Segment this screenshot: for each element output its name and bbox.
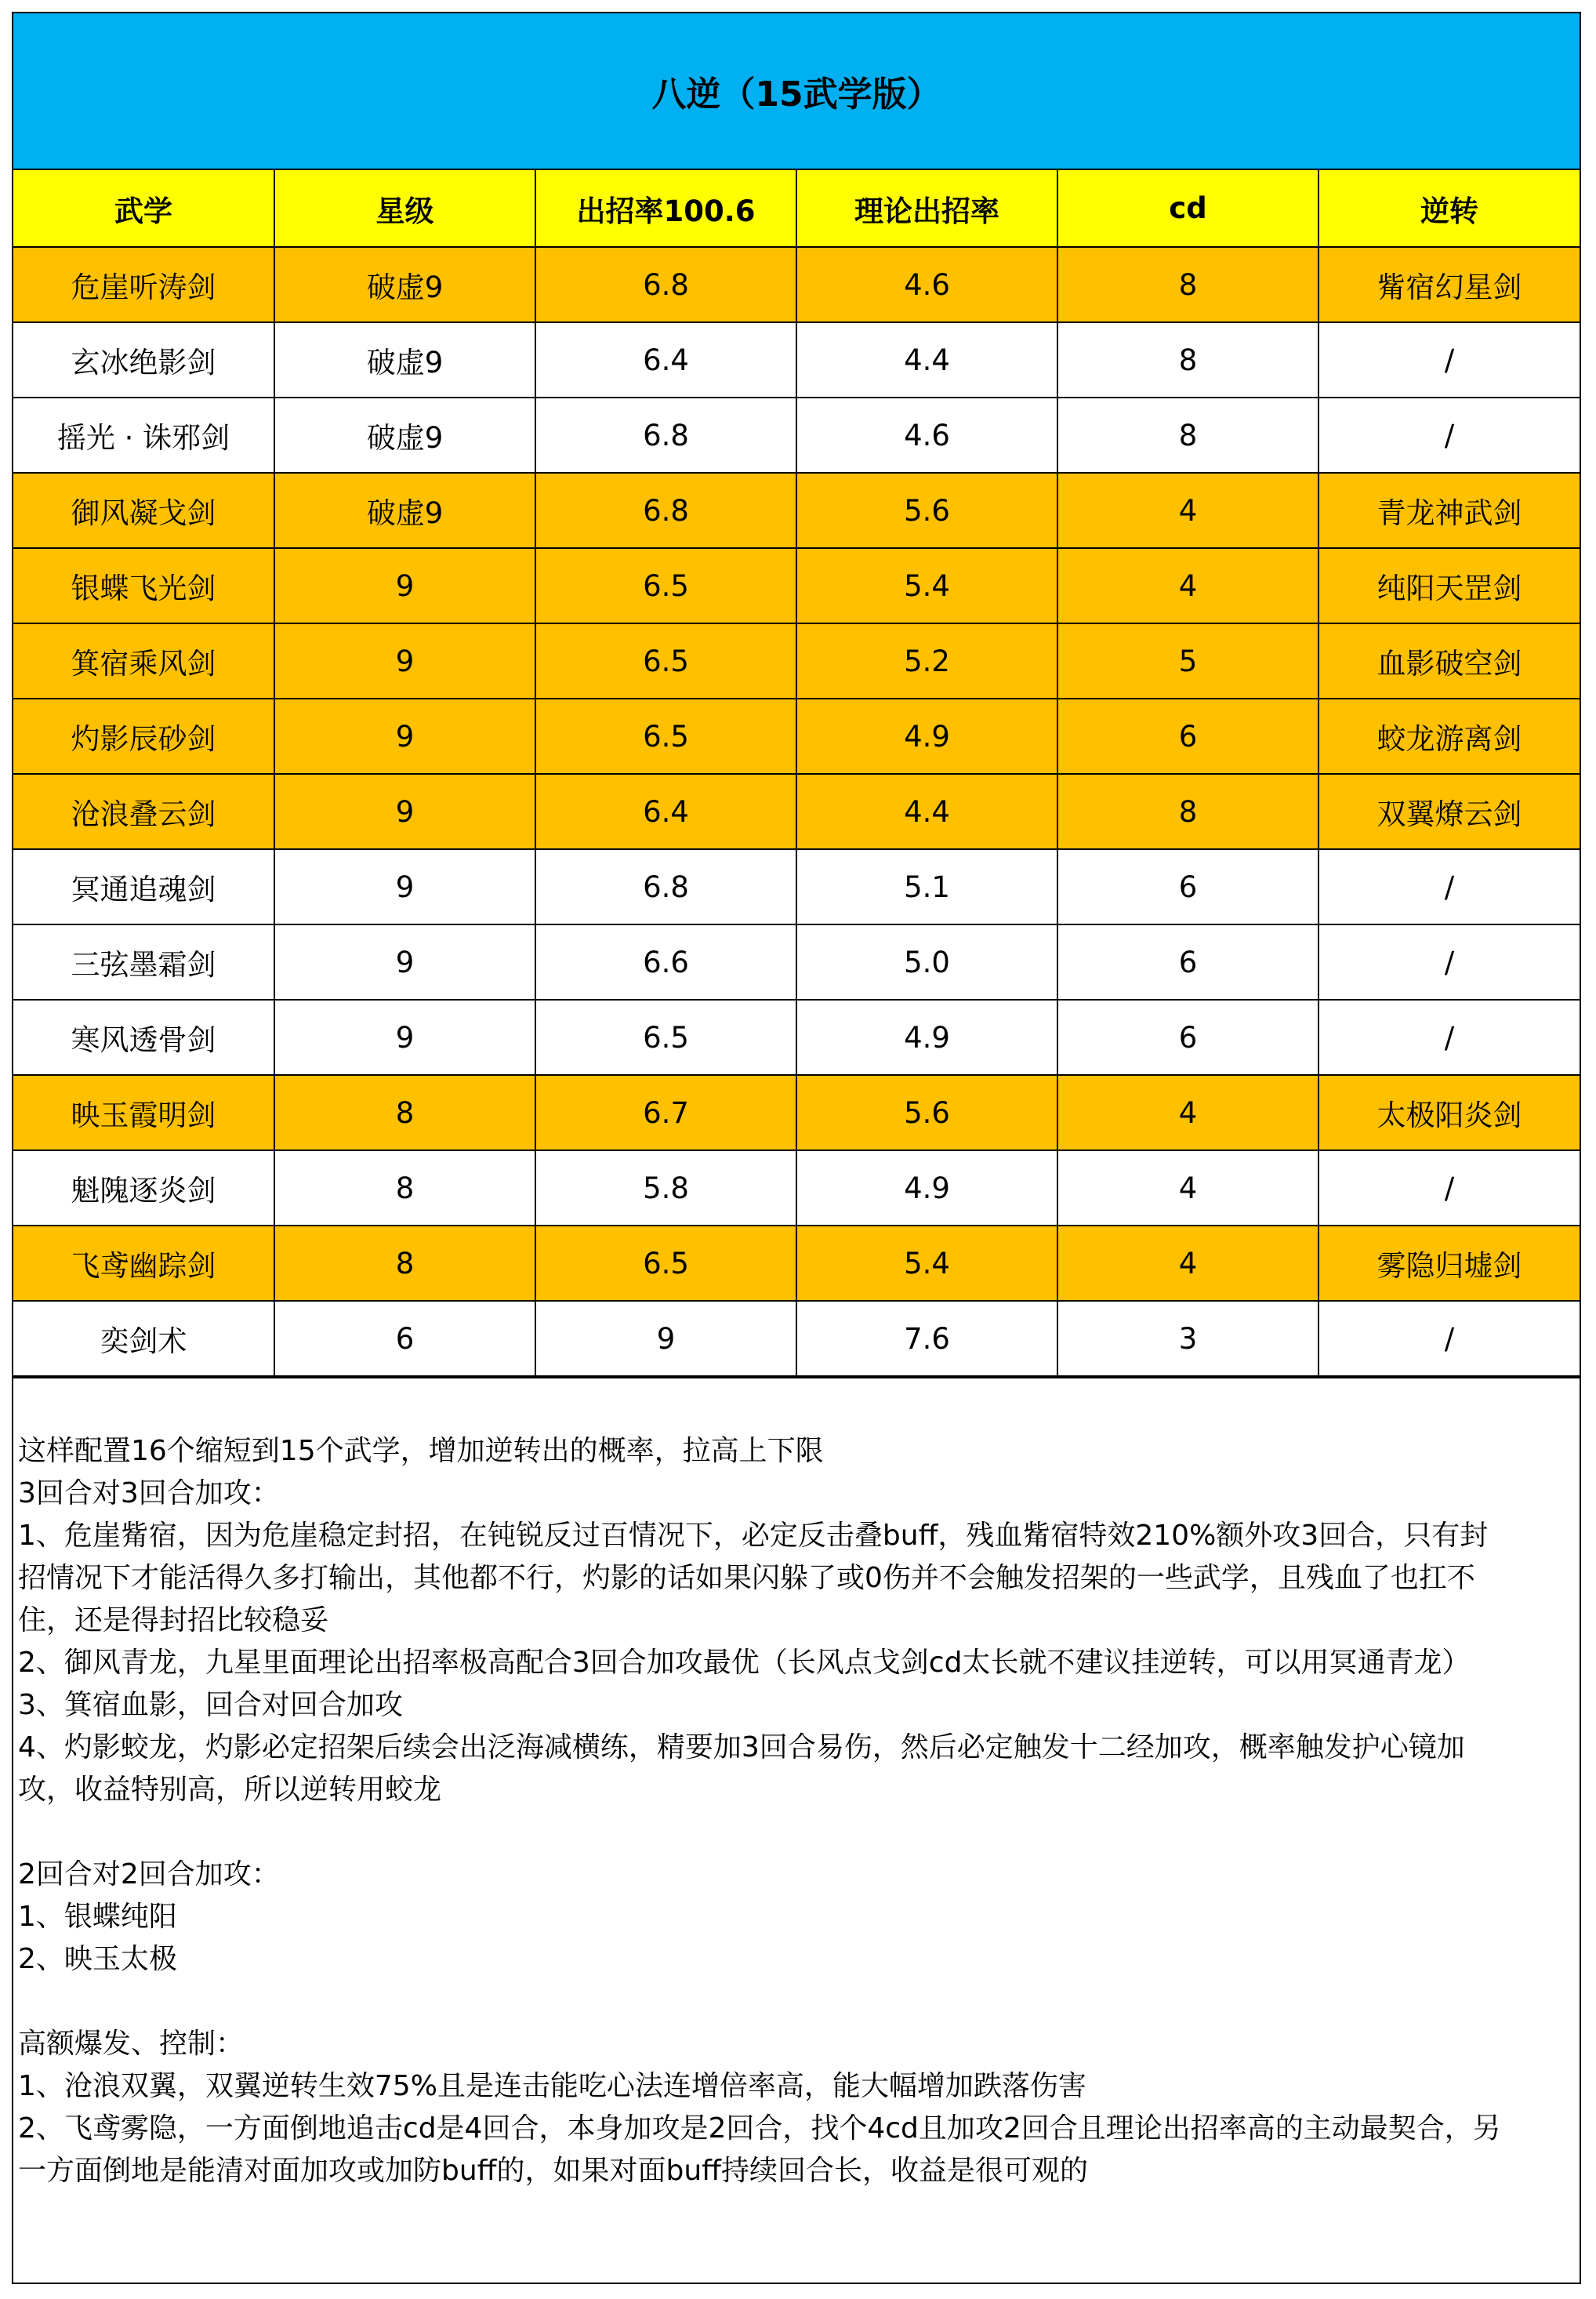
theory-rate-cell: 4.9 — [796, 1150, 1057, 1226]
note-line: 一方面倒地是能清对面加攻或加防buff的，如果对面buff持续回合长，收益是很可观的 — [18, 2155, 1088, 2187]
skill-name-cell: 寒风透骨剑 — [13, 1000, 274, 1075]
reverse-cell: 觜宿幻星剑 — [1319, 247, 1580, 322]
cd-cell: 4 — [1057, 1150, 1319, 1226]
star-level-cell: 9 — [274, 548, 535, 623]
reverse-cell: 血影破空剑 — [1319, 623, 1580, 699]
star-level-cell: 9 — [274, 774, 535, 849]
skill-name-cell: 箕宿乘风剑 — [13, 623, 274, 699]
skill-name-cell: 银蝶飞光剑 — [13, 548, 274, 623]
cd-cell: 4 — [1057, 1075, 1319, 1150]
star-level-cell: 8 — [274, 1075, 535, 1150]
skill-name-cell: 映玉霞明剑 — [13, 1075, 274, 1150]
reverse-cell: 双翼燎云剑 — [1319, 774, 1580, 849]
star-level-cell: 破虚9 — [274, 247, 535, 322]
note-line: 2、映玉太极 — [18, 1943, 177, 1975]
table-row — [13, 1075, 1580, 1150]
table-row — [13, 247, 1580, 322]
star-level-cell: 破虚9 — [274, 322, 535, 398]
column-header: 出招率100.6 — [535, 170, 796, 247]
reverse-cell: 雾隐归墟剑 — [1319, 1226, 1580, 1301]
note-line: 高额爆发、控制： — [18, 2028, 245, 2060]
rate-cell: 6.8 — [535, 849, 796, 924]
skill-name-cell: 冥通追魂剑 — [13, 849, 274, 924]
rate-cell: 5.8 — [535, 1150, 796, 1226]
reverse-cell: / — [1319, 924, 1580, 1000]
star-level-cell: 9 — [274, 924, 535, 1000]
cd-cell: 3 — [1057, 1301, 1319, 1376]
reverse-cell: / — [1319, 849, 1580, 924]
cd-cell: 6 — [1057, 849, 1319, 924]
rate-cell: 6.5 — [535, 548, 796, 623]
cd-cell: 4 — [1057, 548, 1319, 623]
table-row — [13, 849, 1580, 924]
skill-name-cell: 三弦墨霜剑 — [13, 924, 274, 1000]
theory-rate-cell: 5.6 — [796, 473, 1057, 548]
header-row — [13, 170, 1580, 247]
theory-rate-cell: 7.6 — [796, 1301, 1057, 1376]
star-level-cell: 9 — [274, 623, 535, 699]
table-row — [13, 1150, 1580, 1226]
star-level-cell: 8 — [274, 1150, 535, 1226]
theory-rate-cell: 5.1 — [796, 849, 1057, 924]
column-header: cd — [1057, 170, 1319, 247]
theory-rate-cell: 4.4 — [796, 322, 1057, 398]
reverse-cell: / — [1319, 1301, 1580, 1376]
note-line: 2、御风青龙，九星里面理论出招率极高配合3回合加攻最优（长风点戈剑cd太长就不建议挂逆转，可以用冥通青龙） — [18, 1647, 1471, 1679]
skill-name-cell: 御风凝戈剑 — [13, 473, 274, 548]
rate-cell: 6.5 — [535, 623, 796, 699]
rate-cell: 6.4 — [535, 322, 796, 398]
skill-name-cell: 魁隗逐炎剑 — [13, 1150, 274, 1226]
cd-cell: 6 — [1057, 699, 1319, 774]
table-row — [13, 322, 1580, 398]
column-header: 星级 — [274, 170, 535, 247]
cd-cell: 4 — [1057, 1226, 1319, 1301]
reverse-cell: / — [1319, 398, 1580, 473]
theory-rate-cell: 4.9 — [796, 1000, 1057, 1075]
cd-cell: 5 — [1057, 623, 1319, 699]
theory-rate-cell: 5.4 — [796, 1226, 1057, 1301]
spreadsheet — [12, 12, 1581, 2284]
rate-cell: 6.8 — [535, 398, 796, 473]
star-level-cell: 9 — [274, 699, 535, 774]
note-line: 这样配置16个缩短到15个武学，增加逆转出的概率，拉高上下限 — [18, 1435, 824, 1467]
star-level-cell: 9 — [274, 1000, 535, 1075]
cd-cell: 8 — [1057, 247, 1319, 322]
note-line: 4、灼影蛟龙，灼影必定招架后续会出泛海减横练，精要加3回合易伤，然后必定触发十二经加攻，概率触发护心镜加 — [18, 1731, 1465, 1763]
table-row — [13, 774, 1580, 849]
star-level-cell: 8 — [274, 1226, 535, 1301]
skill-name-cell: 飞鸢幽踪剑 — [13, 1226, 274, 1301]
theory-rate-cell: 4.9 — [796, 699, 1057, 774]
rate-cell: 6.6 — [535, 924, 796, 1000]
rate-cell: 6.5 — [535, 1000, 796, 1075]
note-line: 3回合对3回合加攻： — [18, 1477, 280, 1509]
theory-rate-cell: 4.6 — [796, 398, 1057, 473]
star-level-cell: 9 — [274, 849, 535, 924]
rate-cell: 9 — [535, 1301, 796, 1376]
table-row — [13, 623, 1580, 699]
reverse-cell: / — [1319, 1000, 1580, 1075]
cd-cell: 4 — [1057, 473, 1319, 548]
skill-name-cell: 危崖听涛剑 — [13, 247, 274, 322]
table-row — [13, 699, 1580, 774]
column-header: 武学 — [13, 170, 274, 247]
cd-cell: 6 — [1057, 924, 1319, 1000]
theory-rate-cell: 5.6 — [796, 1075, 1057, 1150]
note-line: 1、危崖觜宿，因为危崖稳定封招，在钝锐反过百情况下，必定反击叠buff，残血觜宿特效210%额外攻3回合，只有封 — [18, 1520, 1489, 1552]
table-row — [13, 1301, 1580, 1376]
table-row — [13, 473, 1580, 548]
martial-arts-table — [13, 170, 1580, 1377]
rate-cell: 6.5 — [535, 1226, 796, 1301]
cd-cell: 8 — [1057, 322, 1319, 398]
note-line: 2回合对2回合加攻： — [18, 1858, 280, 1890]
table-row — [13, 924, 1580, 1000]
cd-cell: 6 — [1057, 1000, 1319, 1075]
table-row — [13, 1226, 1580, 1301]
theory-rate-cell: 5.0 — [796, 924, 1057, 1000]
reverse-cell: 青龙神武剑 — [1319, 473, 1580, 548]
skill-name-cell: 玄冰绝影剑 — [13, 322, 274, 398]
sheet-title: 八逆（15武学版） — [13, 13, 1580, 170]
note-line: 2、飞鸢雾隐，一方面倒地追击cd是4回合，本身加攻是2回合，找个4cd且加攻2回合且理论出招率高的主动最契合，另 — [18, 2112, 1501, 2145]
skill-name-cell: 灼影辰砂剑 — [13, 699, 274, 774]
reverse-cell: 蛟龙游离剑 — [1319, 699, 1580, 774]
star-level-cell: 破虚9 — [274, 473, 535, 548]
column-header: 逆转 — [1319, 170, 1580, 247]
table-row — [13, 398, 1580, 473]
skill-name-cell: 摇光 · 诛邪剑 — [13, 398, 274, 473]
reverse-cell: 纯阳天罡剑 — [1319, 548, 1580, 623]
note-line: 1、银蝶纯阳 — [18, 1901, 177, 1933]
skill-name-cell: 奕剑术 — [13, 1301, 274, 1376]
rate-cell: 6.8 — [535, 247, 796, 322]
skill-name-cell: 沧浪叠云剑 — [13, 774, 274, 849]
rate-cell: 6.5 — [535, 699, 796, 774]
note-line — [18, 1981, 1575, 2023]
theory-rate-cell: 5.2 — [796, 623, 1057, 699]
reverse-cell: / — [1319, 322, 1580, 398]
star-level-cell: 破虚9 — [274, 398, 535, 473]
rate-cell: 6.8 — [535, 473, 796, 548]
column-header: 理论出招率 — [796, 170, 1057, 247]
theory-rate-cell: 4.4 — [796, 774, 1057, 849]
table-body — [13, 247, 1580, 1376]
cd-cell: 8 — [1057, 398, 1319, 473]
rate-cell: 6.7 — [535, 1075, 796, 1150]
theory-rate-cell: 5.4 — [796, 548, 1057, 623]
cd-cell: 8 — [1057, 774, 1319, 849]
note-line: 3、箕宿血影，回合对回合加攻 — [18, 1689, 403, 1721]
note-line — [18, 1811, 1575, 1854]
star-level-cell: 6 — [274, 1301, 535, 1376]
reverse-cell: / — [1319, 1150, 1580, 1226]
note-line: 住，还是得封招比较稳妥 — [18, 1604, 329, 1636]
note-line: 1、沧浪双翼，双翼逆转生效75%且是连击能吃心法连增倍率高，能大幅增加跌落伤害 — [18, 2070, 1086, 2102]
theory-rate-cell: 4.6 — [796, 247, 1057, 322]
table-row — [13, 1000, 1580, 1075]
note-line: 招情况下才能活得久多打输出，其他都不行，灼影的话如果闪躲了或0伤并不会触发招架的一些武学，且残血了也扛不 — [18, 1562, 1475, 1594]
reverse-cell: 太极阳炎剑 — [1319, 1075, 1580, 1150]
rate-cell: 6.4 — [535, 774, 796, 849]
table-row — [13, 548, 1580, 623]
note-line: 攻，收益特别高，所以逆转用蛟龙 — [18, 1774, 442, 1806]
notes-section — [13, 1377, 1580, 2192]
